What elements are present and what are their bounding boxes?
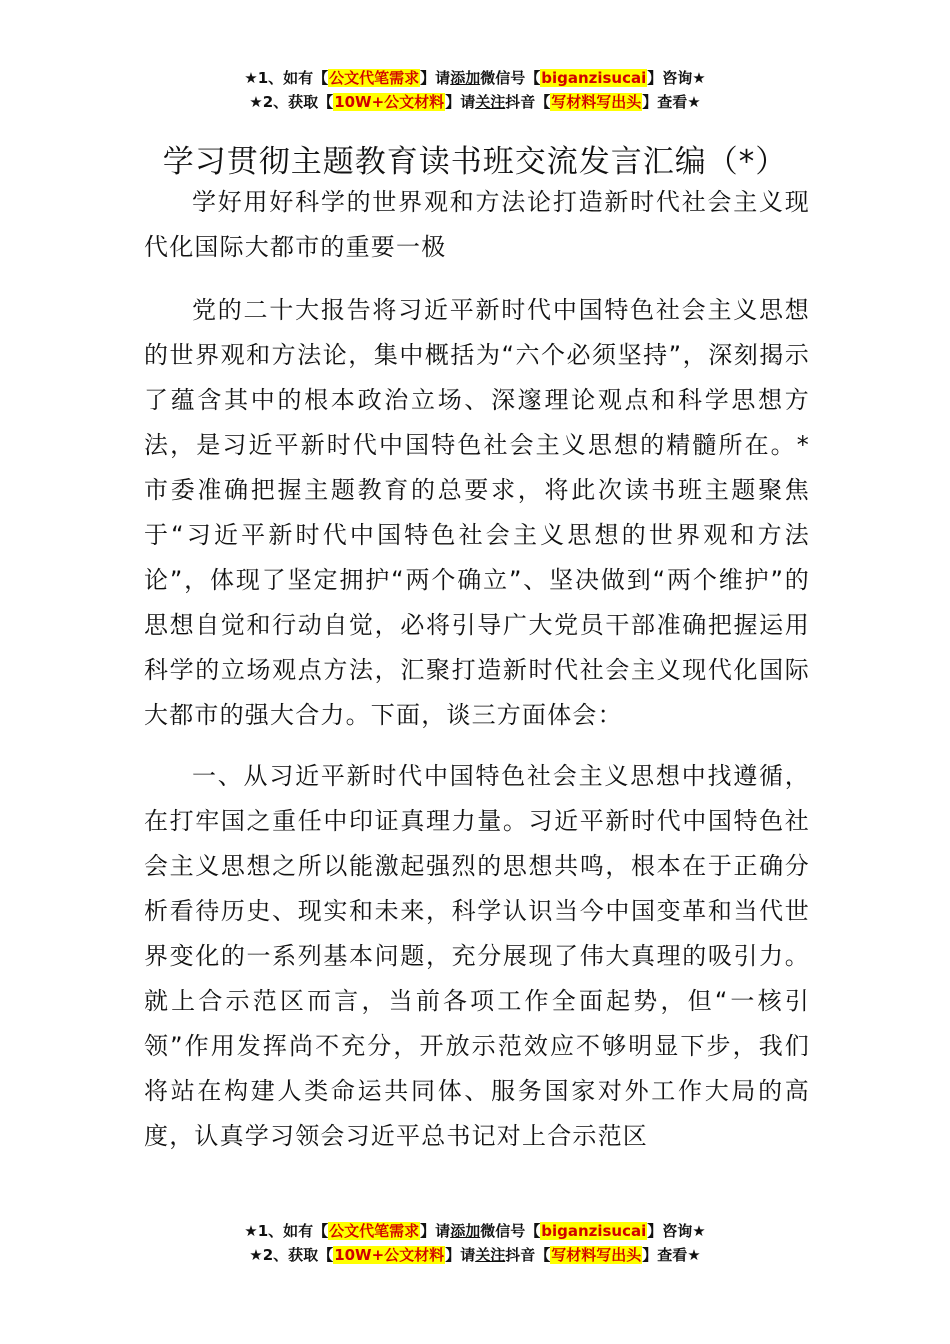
document-body	[144, 180, 810, 1175]
promo-text: 抖音【	[505, 93, 551, 111]
promo-highlight: biganzisucai	[541, 1222, 647, 1240]
promo-line-1	[0, 1219, 950, 1243]
promo-text: ★1、如有【	[244, 69, 329, 87]
promo-text: 】请	[445, 93, 476, 111]
promo-line-1	[0, 66, 950, 90]
promo-underline: 添加	[450, 69, 481, 87]
promo-underline: 关注	[475, 93, 506, 111]
promo-text: 】请	[420, 1222, 451, 1240]
body-paragraph-1: 党的二十大报告将习近平新时代中国特色社会主义思想的世界观和方法论，集中概括为“六个必须坚持”，深刻揭示了蕴含其中的根本政治立场、深邃理论观点和科学思想方法，是习近平新时代中国特色社会主义思想的精髓所在。*市委准确把握主题教育的总要求，将此次读书班主题聚焦于“习近平新时代中国特色社会主义思想的世界观和方法论”，体现了坚定拥护“两个确立”、坚决做到“两个维护”的思想自觉和行动自觉，必将引导广大党员干部准确把握运用科学的立场观点方法，汇聚打造新时代社会主义现代化国际大都市的强大合力。下面，谈三方面体会：	[144, 296, 810, 729]
promo-highlight: biganzisucai	[541, 69, 647, 87]
promo-text: 抖音【	[505, 1246, 551, 1264]
promo-text: 】请	[445, 1246, 476, 1264]
promo-underline: 添加	[450, 1222, 481, 1240]
promo-text: ★2、获取【	[249, 1246, 334, 1264]
promo-text: 】请	[420, 69, 451, 87]
promo-text: 】查看★	[642, 1246, 701, 1264]
footer-promo-banner	[0, 1219, 950, 1267]
promo-line-2	[0, 1243, 950, 1267]
promo-text: 】咨询★	[647, 69, 706, 87]
promo-text: 微信号【	[480, 69, 541, 87]
promo-text: ★1、如有【	[244, 1222, 329, 1240]
promo-text: 】咨询★	[647, 1222, 706, 1240]
promo-text: 】查看★	[642, 93, 701, 111]
promo-highlight: 写材料写出头	[551, 1246, 642, 1264]
header-promo-banner	[0, 66, 950, 114]
promo-highlight: 10W+公文材料	[334, 1246, 445, 1264]
body-paragraph-2: 一、从习近平新时代中国特色社会主义思想中找遵循，在打牢国之重任中印证真理力量。习近平新时代中国特色社会主义思想之所以能激起强烈的思想共鸣，根本在于正确分析看待历史、现实和未来，科学认识当今中国变革和当代世界变化的一系列基本问题，充分展现了伟大真理的吸引力。就上合示范区而言，当前各项工作全面起势，但“一核引领”作用发挥尚不充分，开放示范效应不够明显下步，我们将站在构建人类命运共同体、服务国家对外工作大局的高度，认真学习领会习近平总书记对上合示范区	[144, 762, 810, 1150]
promo-highlight: 写材料写出头	[551, 93, 642, 111]
document-subtitle: 学好用好科学的世界观和方法论打造新时代社会主义现代化国际大都市的重要一极	[144, 188, 810, 261]
promo-text: 微信号【	[480, 1222, 541, 1240]
promo-text: ★2、获取【	[249, 93, 334, 111]
document-title: 学习贯彻主题教育读书班交流发言汇编（*）	[162, 143, 788, 180]
promo-highlight: 公文代笔需求	[329, 69, 420, 87]
promo-highlight: 公文代笔需求	[329, 1222, 420, 1240]
promo-highlight: 10W+公文材料	[334, 93, 445, 111]
promo-underline: 关注	[475, 1246, 506, 1264]
promo-line-2	[0, 90, 950, 114]
